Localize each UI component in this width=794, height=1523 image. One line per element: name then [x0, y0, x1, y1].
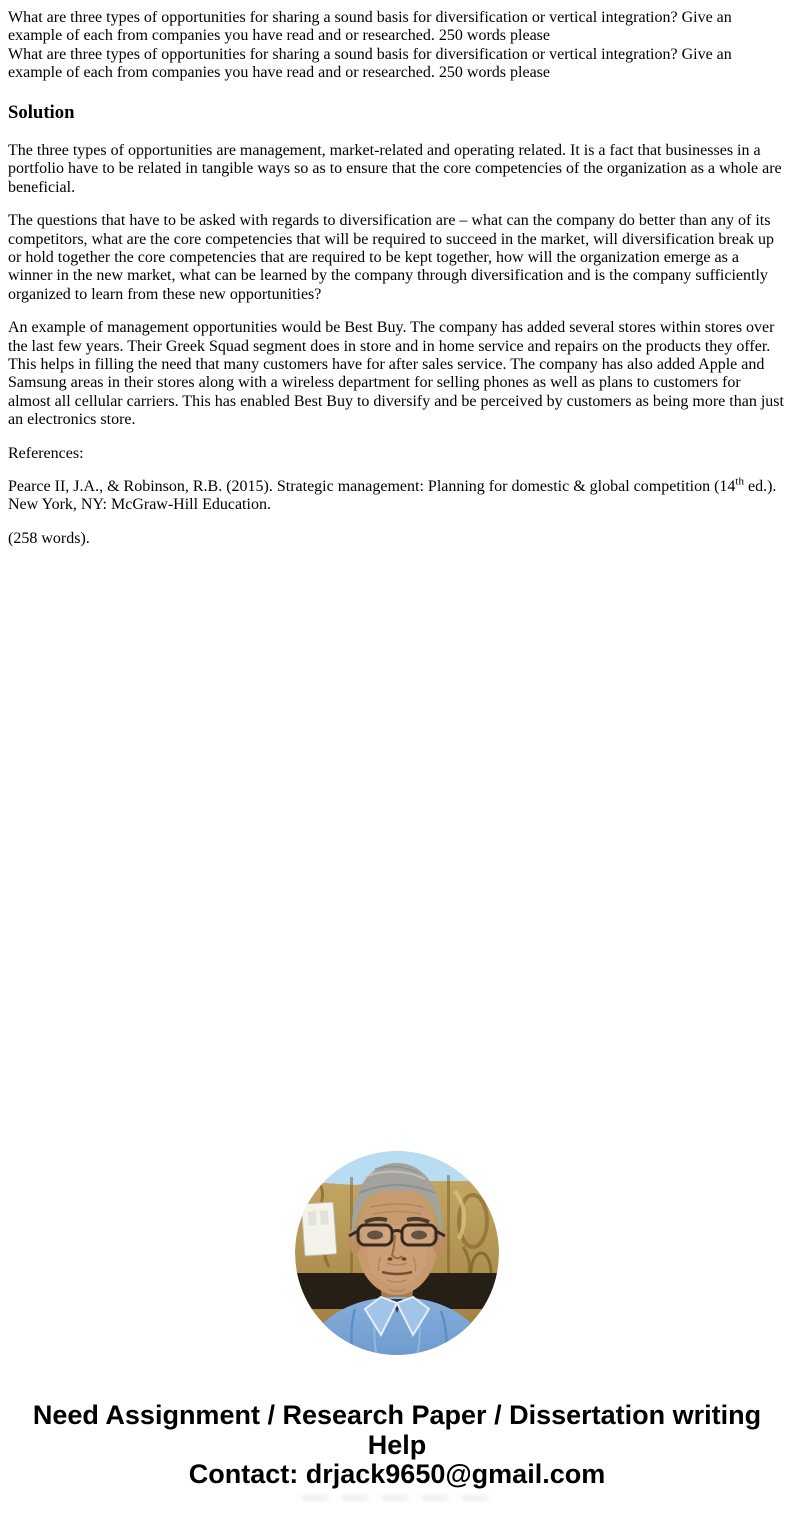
reference-text-post: ed.). New York, NY: McGraw-Hill Education.: [8, 477, 777, 514]
reference-entry: [8, 475, 786, 515]
solution-heading: Solution: [8, 101, 75, 123]
tutor-portrait-photo: [295, 1151, 499, 1355]
solution-paragraph-questions: The questions that have to be asked with regards to diversification are – what can the company do better than any of its competitors, what are the core competencies that will be required to succeed in the market, will diversification break up or hold together the core competencies that are required to be kept together, how will the organization emerge as a winner in the new market, what can be learned by the company through diversification and is the company sufficiently organized to learn from these new opportunities?: [8, 212, 774, 303]
faint-watermark: [302, 1495, 492, 1501]
reference-superscript: th: [735, 475, 744, 488]
question-block: [8, 9, 786, 83]
references-label: References:: [8, 444, 84, 462]
footer-contact-text: Contact: drjack9650@gmail.com: [188, 1458, 606, 1489]
switch-panel: [301, 1202, 337, 1256]
footer-banner: [22, 1401, 772, 1489]
footer-help-text: Need Assignment / Research Paper / Dissertation writing Help: [32, 1400, 762, 1460]
solution-paragraph-example: An example of management opportunities would be Best Buy. The company has added several stores within stores over the last few years. Their Greek Squad segment does in store and in home service and repairs on the products they offer. This helps in filling the need that many customers have for after sales service. The company has also added Apple and Samsung areas in their stores along with a wireless department for selling phones as well as plans to customers for almost all cellular carriers. This has enabled Best Buy to diversify and be perceived by customers as being more than just an electronics store.: [8, 319, 784, 429]
solution-paragraph-types: The three types of opportunities are management, market-related and operating related. It is a fact that businesses in a portfolio have to be related in tangible ways so as to ensure that the core competencies of the organization as a whole are beneficial.: [8, 142, 782, 196]
question-text: What are three types of opportunities for sharing a sound basis for diversification or vertical integration? Give an example of each from companies you have read and or researched. 250 words please: [8, 9, 732, 45]
reference-text-pre: Pearce II, J.A., & Robinson, R.B. (2015). Strategic management: Planning for domestic & global competition (14: [8, 477, 736, 495]
question-text-repeat: What are three types of opportunities for sharing a sound basis for diversification or vertical integration? Give an example of each from companies you have read and or researched. 250 words please: [8, 45, 732, 82]
tutor-portrait-illustration: [295, 1151, 499, 1355]
document-content: [0, 0, 794, 548]
word-count: (258 words).: [8, 529, 90, 547]
blank-spacer: [0, 563, 794, 1151]
